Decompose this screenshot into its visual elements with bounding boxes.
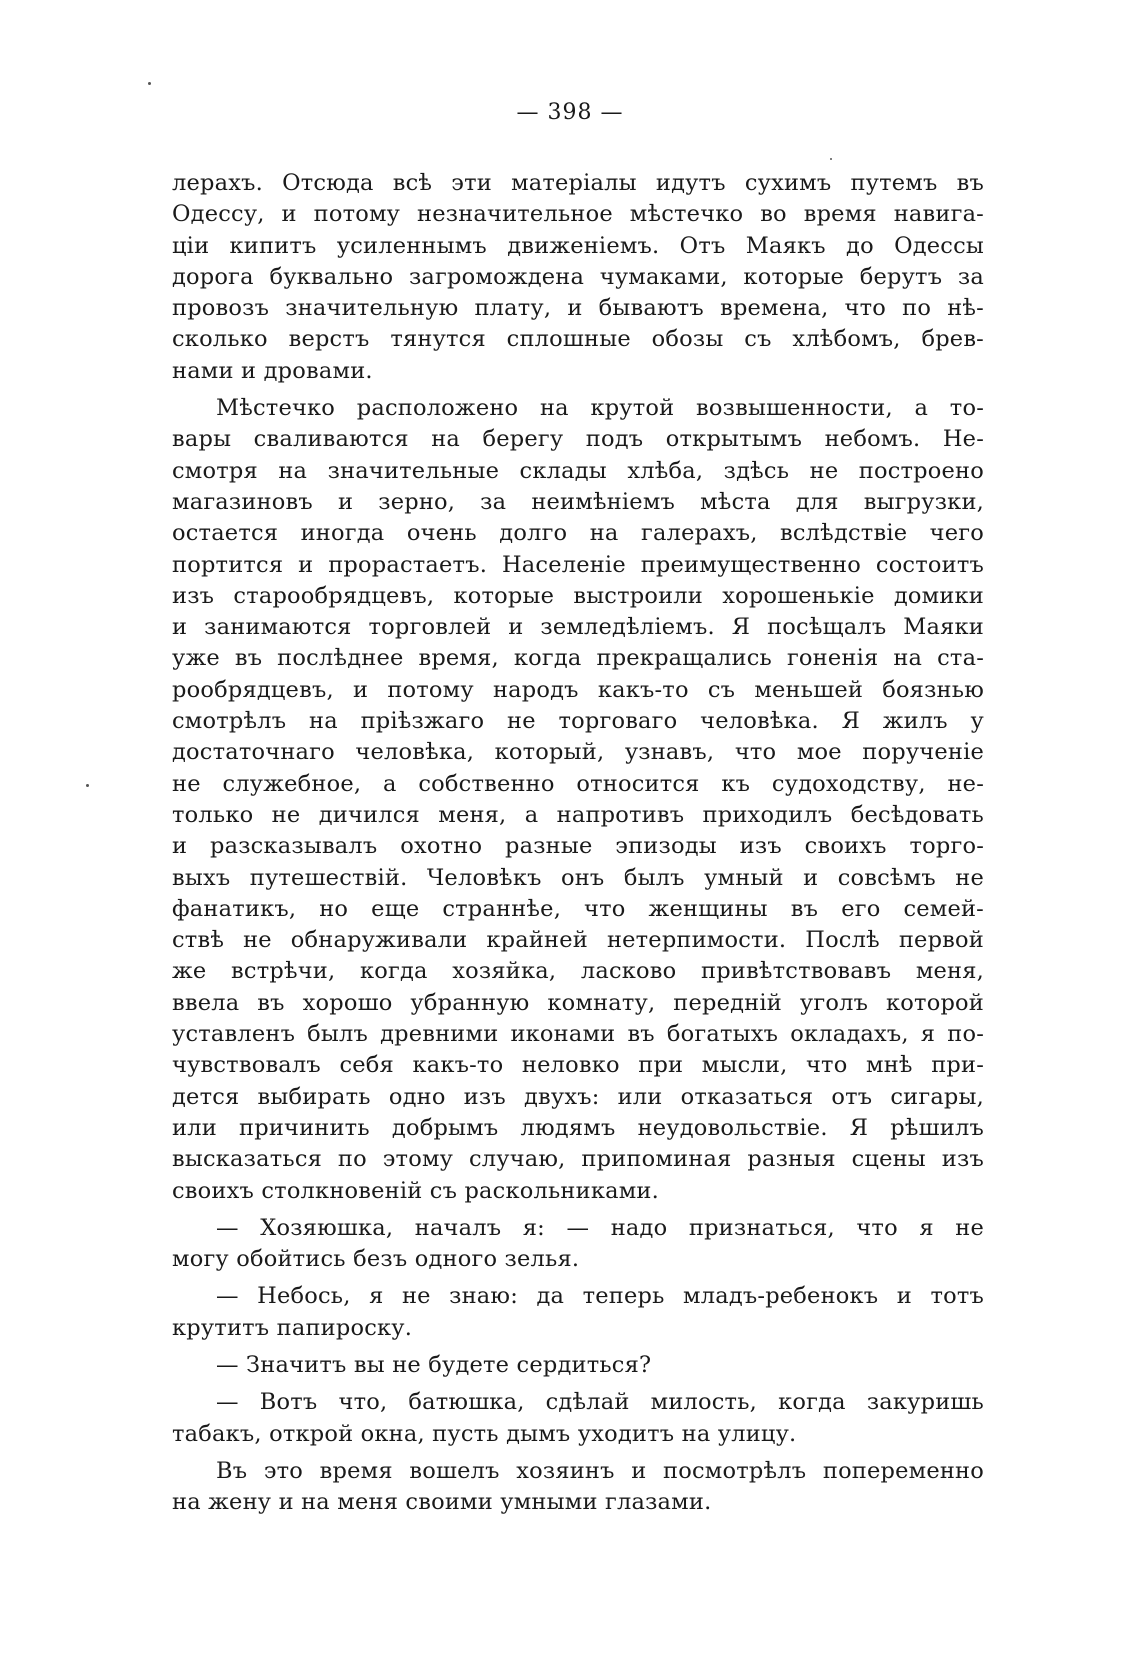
text-line: сколько верстъ тянутся сплошные обозы съ хлѣбомъ, брев- xyxy=(172,326,984,353)
text-line: табакъ, открой окна, пусть дымъ уходитъ на улицу. xyxy=(172,1420,797,1447)
text-line: — Вотъ что, батюшка, сдѣлай милость, когда закуришь xyxy=(216,1389,984,1416)
text-line: лерахъ. Отсюда всѣ эти матеріалы идутъ сухимъ путемъ въ xyxy=(172,170,984,196)
paragraph xyxy=(172,393,984,1207)
text-line: дорога буквально загромождена чумаками, которые берутъ за xyxy=(172,263,984,290)
text-line: уставленъ былъ древними иконами въ богатыхъ окладахъ, я по- xyxy=(172,1021,984,1048)
paragraph xyxy=(172,1281,984,1344)
text-line: Одессу, и потому незначительное мѣстечко во время навига- xyxy=(172,201,984,228)
text-line: своихъ столкновеній съ раскольниками. xyxy=(172,1177,659,1204)
text-line: рообрядцевъ, и потому народъ какъ-то съ меньшей боязнью xyxy=(172,676,984,703)
text-line: вары сваливаются на берегу подъ открытымъ небомъ. Не- xyxy=(172,426,984,453)
text-line: высказаться по этому случаю, припоминая разныя сцены изъ xyxy=(172,1146,984,1173)
text-line: изъ старообрядцевъ, которые выстроили хорошенькіе домики xyxy=(172,582,984,609)
text-line: смотря на значительные склады хлѣба, здѣсь не построено xyxy=(172,457,984,484)
text-line: остается иногда очень долго на галерахъ, вслѣдствіе чего xyxy=(172,520,984,547)
text-line: — Значитъ вы не будете сердиться? xyxy=(216,1351,652,1378)
paragraph xyxy=(172,1213,984,1276)
scan-speck xyxy=(148,82,151,85)
text-line: провозъ значительную плату, и бываютъ времена, что по нѣ- xyxy=(172,295,984,322)
text-line: портится и прорастаетъ. Населеніе преимущественно состоитъ xyxy=(172,551,984,578)
text-line: — Хозяюшка, началъ я: — надо признаться, что я не xyxy=(216,1214,984,1241)
scan-speck xyxy=(86,784,89,787)
text-line: магазиновъ и зерно, за неимѣніемъ мѣста для выгрузки, xyxy=(172,488,984,515)
text-line: выхъ путешествій. Человѣкъ онъ былъ умный и совсѣмъ не xyxy=(172,864,984,891)
text-line: крутитъ папироску. xyxy=(172,1314,413,1341)
text-line: же встрѣчи, когда хозяйка, ласково привѣтствовавъ меня, xyxy=(172,958,984,985)
paragraph xyxy=(172,168,984,387)
text-line: — Небось, я не знаю: да теперь младъ-ребенокъ и тотъ xyxy=(216,1283,984,1310)
text-line: ціи кипитъ усиленнымъ движеніемъ. Отъ Маякъ до Одессы xyxy=(172,232,984,259)
paragraph xyxy=(172,1456,984,1519)
text-line: дется выбирать одно изъ двухъ: или отказаться отъ сигары, xyxy=(172,1083,984,1110)
text-line: нами и дровами. xyxy=(172,357,373,384)
text-line: уже въ послѣднее время, когда прекращались гоненія на ста- xyxy=(172,645,984,672)
page-number: — 398 — xyxy=(516,100,624,125)
text-line: смотрѣлъ на пріѣзжаго не торговаго человѣка. Я жилъ у xyxy=(172,708,984,735)
text-line: Въ это время вошелъ хозяинъ и посмотрѣлъ попеременно xyxy=(216,1457,984,1484)
text-line: ввела въ хорошо убранную комнату, передній уголъ которой xyxy=(172,989,984,1016)
paragraph xyxy=(172,1350,984,1381)
text-line: на жену и на меня своими умными глазами. xyxy=(172,1489,712,1516)
text-line: могу обойтись безъ одного зелья. xyxy=(172,1246,580,1273)
text-line: достаточнаго человѣка, который, узнавъ, что мое порученіе xyxy=(172,739,984,766)
text-line: не служебное, а собственно относится къ судоходству, не- xyxy=(172,770,984,797)
page-body-text xyxy=(172,168,984,1518)
text-line: чувствовалъ себя какъ-то неловко при мысли, что мнѣ при- xyxy=(172,1052,984,1079)
text-line: фанатикъ, но еще страннѣе, что женщины въ его семей- xyxy=(172,895,984,922)
text-line: ствѣ не обнаруживали крайней нетерпимости. Послѣ первой xyxy=(172,927,984,954)
paragraph xyxy=(172,1387,984,1450)
text-line: и занимаются торговлей и земледѣліемъ. Я посѣщалъ Маяки xyxy=(172,614,984,641)
text-line: или причинить добрымъ людямъ неудовольствіе. Я рѣшилъ xyxy=(172,1114,984,1141)
text-line: Мѣстечко расположено на крутой возвышенности, а то- xyxy=(216,395,984,422)
text-line: только не дичился меня, а напротивъ приходилъ бесѣдовать xyxy=(172,801,984,828)
scan-speck xyxy=(830,158,832,160)
text-line: и разсказывалъ охотно разные эпизоды изъ своихъ торго- xyxy=(172,833,984,860)
